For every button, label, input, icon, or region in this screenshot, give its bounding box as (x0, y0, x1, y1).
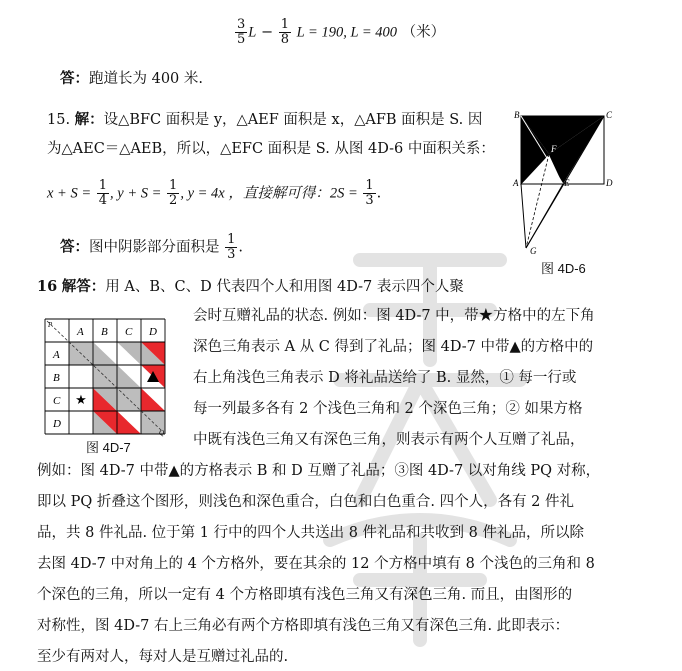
p16-side-4: 中既有浅色三角又有深色三角，则表示有两个人互赠了礼品， (193, 432, 585, 448)
row-header: A (53, 349, 60, 361)
row-header: D (53, 418, 61, 430)
p15-line2: 为△AEC＝△AEB，所以，△EFC 面积是 S. 从图 4D-6 中面积关系： (47, 141, 495, 157)
label-d: D (606, 178, 613, 188)
fig7-caption: 图 4D-7 (86, 440, 131, 455)
label-a: A (513, 178, 519, 188)
row-header: C (53, 395, 61, 407)
col-header: A (77, 326, 84, 338)
cell-triangle-lower (141, 388, 165, 411)
label-q: Q (159, 429, 165, 437)
label-f: F (551, 144, 557, 154)
label-g: G (530, 246, 537, 256)
p16-full-1: 即以 PQ 折叠这个图形，则浅色和深色重合，白色和白色重合. 四个人，各有 2 件礼 (37, 494, 575, 510)
p16-full-0: 例如：图 4D-7 中带▲的方格表示 B 和 D 互赠了礼品；③图 4D-7 以对角线 PQ 对称， (37, 463, 601, 479)
star-icon: ★ (75, 393, 87, 408)
label-b: B (514, 110, 520, 120)
col-header: C (125, 326, 133, 338)
answer-1: 答：跑道长为 400 米. (60, 70, 204, 87)
figure-4d-6 (508, 108, 620, 260)
label-e: E (564, 178, 570, 188)
p16-side-0: 会时互赠礼品的状态. 例如：图 4D-7 中，带★方格中的左下角 (193, 308, 595, 324)
p16-full-4: 个深色的三角，所以一定有 4 个方格即填有浅色三角又有深色三角. 而且，由图形的 (37, 587, 573, 603)
p15-line1: 15. 解：设△BFC 面积是 y，△AEF 面积是 x，△AFB 面积是 S. 因 (47, 111, 483, 128)
p16-full-2: 品，共 8 件礼品. 位于第 1 行中的四个人共送出 8 件礼品和共收到 8 件礼品，所以除 (37, 525, 584, 541)
p16-full-6: 至少有两对人，每对人是互赠过礼品的. (37, 649, 289, 665)
p16-line1: 16 解答：用 A、B、C、D 代表四个人和用图 4D-7 表示四个人聚 (37, 278, 464, 295)
cell-triangle-lower (93, 342, 117, 365)
cell-triangle-upper (117, 342, 141, 365)
fig6-caption: 图 4D-6 (541, 261, 586, 276)
figure-4d-7 (44, 318, 169, 438)
p16-side-3: 每一列最多各有 2 个浅色三角和 2 个深色三角；② 如果方格 (193, 401, 583, 417)
p16-side-2: 右上角浅色三角表示 D 将礼品送给了 B. 显然，① 每一行或 (193, 370, 577, 386)
label-c: C (606, 110, 613, 120)
col-header: D (149, 326, 157, 338)
label-p: P (48, 321, 53, 329)
p15-equation: x + S = $\frac{1}{4}$ , y + S = $\frac{1}{2}$ , y = 4x ，直接解可得：2S = $\frac{1}{3}$ . (47, 178, 382, 208)
cell-triangle-lower (117, 365, 141, 388)
p16-full-3: 去图 4D-7 中对角上的 4 个方格外，要在其余的 12 个方格中填有 8 个浅色的三角和 8 (37, 556, 595, 572)
col-header: B (101, 326, 108, 338)
p16-side-1: 深色三角表示 A 从 C 得到了礼品；图 4D-7 中带▲的方格中的 (193, 339, 594, 355)
answer-2: 答：图中阴影部分面积是 $\frac{1}{3}$ . (60, 232, 243, 262)
row-header: B (53, 372, 60, 384)
equation-top: $\frac{3}{5}$ L − $\frac{1}{8}$ L = 190, L = 400 （米） (237, 17, 446, 47)
p16-full-5: 对称性，图 4D-7 右上三角必有两个方格即填有浅色三角又有深色三角. 此即表示： (37, 618, 570, 634)
cell-triangle-lower (117, 411, 141, 434)
